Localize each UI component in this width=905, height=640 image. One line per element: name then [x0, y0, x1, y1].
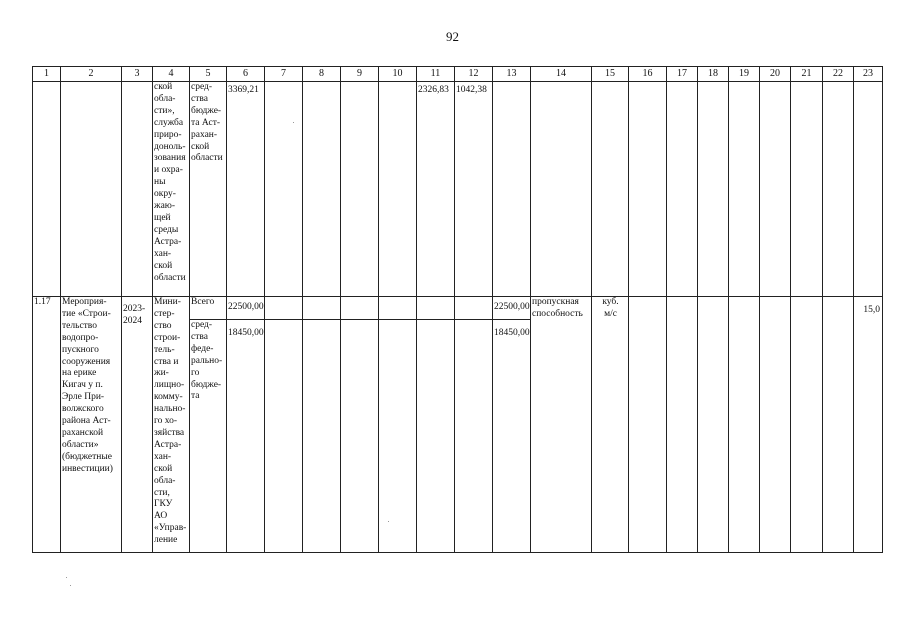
cell-line: феде- — [191, 343, 214, 354]
cell-line: окру- — [154, 189, 176, 200]
cell-line: ства и — [154, 356, 179, 367]
cell-line: области — [191, 153, 223, 164]
cell-line: стер- — [154, 308, 175, 319]
cell-line: го — [191, 367, 200, 378]
column-number: 20 — [760, 67, 791, 82]
empty-cell — [592, 82, 629, 297]
cell-line: раханской — [62, 427, 104, 438]
cell-line: м/с — [604, 308, 617, 319]
cell-line: ской — [191, 141, 210, 152]
cell-line: Эрле При- — [62, 392, 105, 403]
cell-line: Мероприя- — [62, 297, 107, 307]
amount-cell: 2326,83 — [417, 82, 455, 297]
funding-source-cell: Всего — [190, 297, 227, 320]
cell-line: рахан- — [191, 129, 218, 140]
cell-line: ление — [154, 535, 178, 546]
cell-line: нально- — [154, 404, 186, 415]
empty-cell — [760, 82, 791, 297]
column-number: 22 — [823, 67, 854, 82]
empty-cell — [417, 320, 455, 553]
cell-line: области — [154, 272, 186, 283]
column-number: 3 — [122, 67, 153, 82]
amount-cell: 22500,00 — [227, 297, 265, 320]
cell-line: сти, — [154, 487, 170, 498]
empty-cell — [122, 82, 153, 297]
empty-cell — [629, 82, 667, 297]
amount-cell: 18450,00 — [227, 320, 265, 553]
row-1-17-total — [33, 297, 883, 320]
years-cell — [122, 297, 153, 553]
column-number: 17 — [667, 67, 698, 82]
cell-line: (бюджетные — [62, 451, 112, 462]
cell-line: го хо- — [154, 416, 178, 427]
cell-line: рально- — [191, 355, 223, 366]
column-number: 10 — [379, 67, 417, 82]
cell-line: Мини- — [154, 297, 181, 307]
empty-cell — [341, 297, 379, 320]
cell-line: та — [191, 391, 200, 402]
cell-line: тель- — [154, 344, 175, 355]
amount-cell: 18450,00 — [493, 320, 531, 553]
empty-cell — [854, 82, 883, 297]
page-number: 92 — [446, 29, 459, 44]
cell-line: АО — [154, 511, 168, 522]
cell-line: сти», — [154, 105, 175, 116]
cell-line: доноль- — [154, 141, 186, 152]
empty-cell — [265, 297, 303, 320]
cell-line: и охра- — [154, 165, 183, 176]
empty-cell — [531, 82, 592, 297]
cell-line: зования — [154, 153, 186, 164]
column-number: 23 — [854, 67, 883, 82]
scan-speck — [70, 585, 71, 586]
cell-line: ГКУ — [154, 499, 173, 510]
column-number: 1 — [33, 67, 61, 82]
cell-line: сред- — [191, 82, 213, 92]
empty-cell — [303, 320, 341, 553]
empty-cell — [823, 82, 854, 297]
amount-cell: 3369,21 — [227, 82, 265, 297]
cell-line: сооружения — [62, 356, 111, 367]
column-number: 21 — [791, 67, 823, 82]
indicator-cell — [531, 297, 592, 553]
cell-line: пропускная — [532, 297, 579, 307]
amount-cell: 1042,38 — [455, 82, 493, 297]
cell-line: комму- — [154, 392, 183, 403]
cell-line: куб. — [602, 297, 619, 307]
cell-line: ской — [154, 82, 173, 92]
empty-cell — [379, 320, 417, 553]
empty-cell — [341, 320, 379, 553]
empty-cell — [791, 82, 823, 297]
cell-line: инвестиции) — [62, 463, 113, 474]
column-number: 13 — [493, 67, 531, 82]
executor-cell — [153, 297, 190, 553]
event-name-cell — [61, 297, 122, 553]
cell-line: ской — [154, 463, 173, 474]
column-number: 14 — [531, 67, 592, 82]
cell-line: бюдже- — [191, 379, 222, 390]
empty-cell — [379, 297, 417, 320]
empty-cell — [667, 82, 698, 297]
cell-line: та Аст- — [191, 117, 221, 128]
cell-line: служба — [154, 117, 184, 128]
cell-line: строи- — [154, 332, 181, 343]
cell-line: тие «Строи- — [62, 308, 111, 319]
empty-cell — [265, 82, 303, 297]
column-number: 18 — [698, 67, 729, 82]
cell-line: способность — [532, 308, 583, 319]
empty-cell — [379, 82, 417, 297]
empty-cell — [760, 297, 791, 553]
empty-cell — [455, 320, 493, 553]
empty-cell — [667, 297, 698, 553]
empty-cell — [729, 82, 760, 297]
cell-line: пускного — [62, 344, 99, 355]
row-number-cell: 1.17 — [33, 297, 61, 553]
cell-line: района Аст- — [62, 416, 111, 427]
empty-cell — [341, 82, 379, 297]
scan-speck — [293, 122, 294, 123]
cell-line: волжского — [62, 404, 104, 415]
column-number: 11 — [417, 67, 455, 82]
empty-cell — [698, 297, 729, 553]
cell-line: щей — [154, 212, 171, 223]
column-number: 7 — [265, 67, 303, 82]
amount-cell: 22500,00 — [493, 297, 531, 320]
cell-line: бюдже- — [191, 105, 222, 116]
column-number: 6 — [227, 67, 265, 82]
cell-line: жи- — [154, 368, 169, 379]
continued-row — [33, 82, 883, 297]
cell-line: среды — [154, 224, 179, 235]
column-number: 9 — [341, 67, 379, 82]
program-table — [32, 66, 883, 553]
cell-line: лищно- — [154, 380, 185, 391]
cell-line: зяйства — [154, 427, 185, 438]
column-number: 16 — [629, 67, 667, 82]
empty-cell — [698, 82, 729, 297]
cell-line: обла- — [154, 93, 176, 104]
empty-cell — [729, 297, 760, 553]
cell-line: приро- — [154, 129, 182, 140]
cell-line: сред- — [191, 320, 213, 330]
cell-line: области» — [62, 439, 99, 450]
cell-line: обла- — [154, 475, 176, 486]
executor-cell — [153, 82, 190, 297]
empty-cell — [61, 82, 122, 297]
cell-line: ской — [154, 260, 173, 271]
empty-cell — [33, 82, 61, 297]
cell-line: водопро- — [62, 332, 99, 343]
column-number: 8 — [303, 67, 341, 82]
scan-speck — [388, 521, 389, 522]
indicator-value-cell: 15,0 — [854, 297, 883, 553]
column-number: 12 — [455, 67, 493, 82]
cell-line: хан- — [154, 248, 172, 259]
cell-line: «Управ- — [154, 523, 187, 534]
cell-line: ство — [154, 320, 172, 331]
column-number: 15 — [592, 67, 629, 82]
cell-line: на ерике — [62, 368, 97, 379]
cell-line: Астра- — [154, 236, 182, 247]
cell-line: жаю- — [154, 201, 176, 212]
empty-cell — [303, 297, 341, 320]
cell-line: 2023- — [123, 304, 146, 314]
column-number: 4 — [153, 67, 190, 82]
empty-cell — [493, 82, 531, 297]
empty-cell — [303, 82, 341, 297]
cell-line: Кигач у п. — [62, 380, 103, 391]
cell-line: 2024 — [123, 315, 142, 326]
unit-cell — [592, 297, 629, 553]
column-number: 19 — [729, 67, 760, 82]
cell-line: ства — [191, 331, 208, 342]
empty-cell — [455, 297, 493, 320]
cell-line: ны — [154, 177, 166, 188]
funding-source-cell — [190, 82, 227, 297]
empty-cell — [265, 320, 303, 553]
cell-line: ства — [191, 93, 208, 104]
empty-cell — [823, 297, 854, 553]
scan-speck — [66, 577, 67, 578]
cell-line: тельство — [62, 320, 97, 331]
column-number: 5 — [190, 67, 227, 82]
funding-source-cell — [190, 320, 227, 553]
empty-cell — [791, 297, 823, 553]
empty-cell — [629, 297, 667, 553]
empty-cell — [417, 297, 455, 320]
column-number-row — [33, 67, 883, 82]
column-number: 2 — [61, 67, 122, 82]
cell-line: Астра- — [154, 439, 182, 450]
cell-line: хан- — [154, 451, 172, 462]
